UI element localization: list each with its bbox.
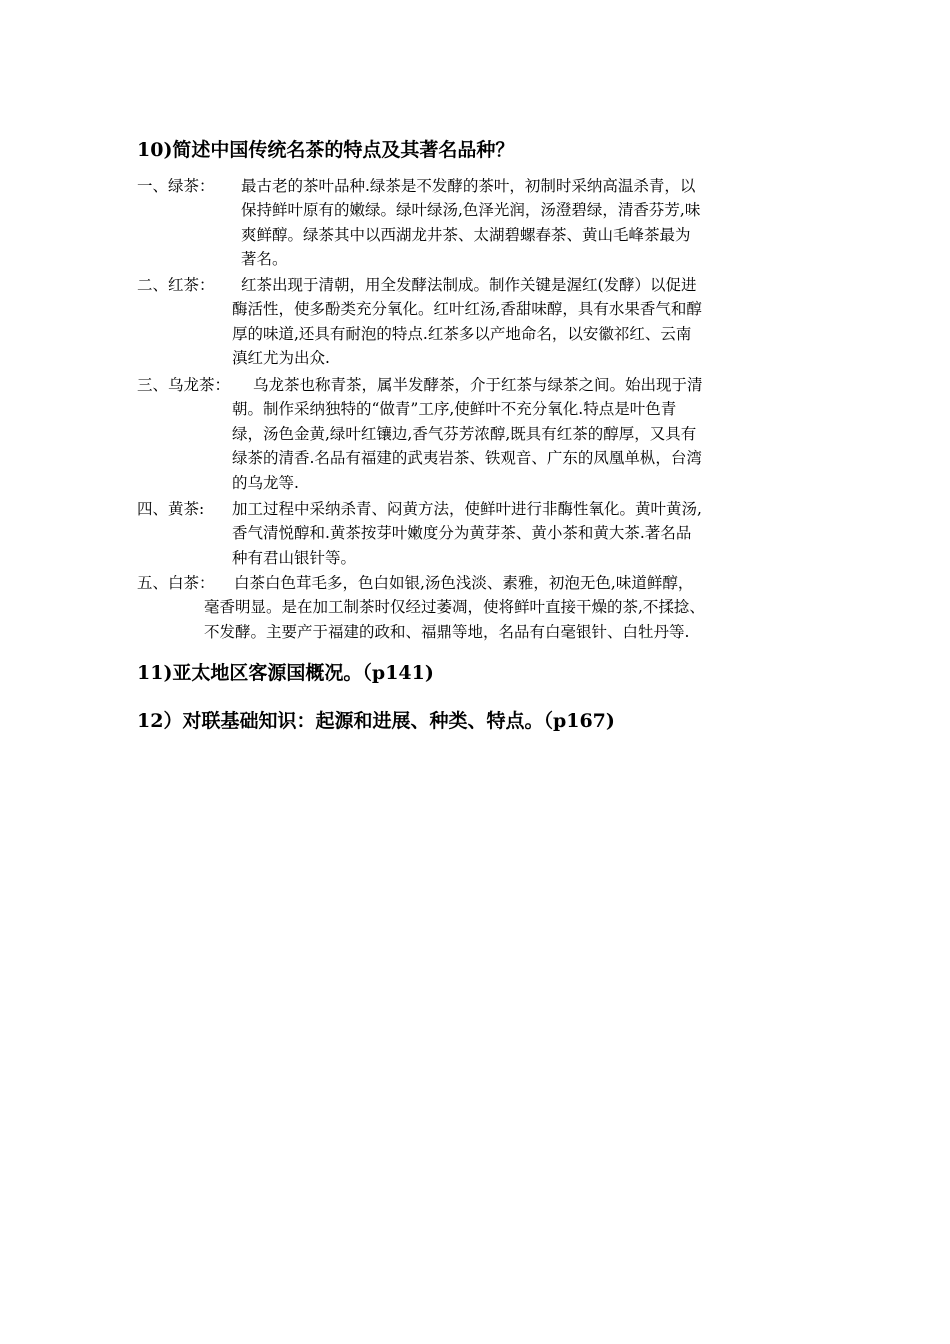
item-line: 不发酵。主要产于福建的政和、福鼎等地，名品有白毫银针、白牡丹等. (204, 622, 690, 641)
item-label: 五、白茶： (137, 574, 215, 592)
item-label: 一、绿茶： (137, 177, 215, 195)
item-line: 爽鲜醇。绿茶其中以西湖龙井茶、太湖碧螺春茶、黄山毛峰茶最为 (241, 225, 691, 244)
item-line: 保持鲜叶原有的嫩绿。绿叶绿汤,色泽光润，汤澄碧绿，清香芬芳,味 (241, 201, 701, 220)
item-text (241, 174, 700, 272)
item-line: 种有君山银针等。 (232, 548, 357, 567)
item-text (232, 373, 703, 495)
item-line: 红茶出现于清朝，用全发酵法制成。制作关键是渥红(发酵）以促进 (241, 276, 697, 294)
item-line: 白茶白色茸毛多，色白如银,汤色浅淡、素雅，初泡无色,味道鲜醇， (234, 574, 694, 592)
item-line: 绿，汤色金黄,绿叶红镶边,香气芬芳浓醇,既具有红茶的醇厚，又具有 (232, 424, 697, 443)
item-label: 三、乌龙茶： (137, 376, 231, 394)
item-line: 朝。制作采纳独特的“做青”工序,使鲜叶不充分氧化.特点是叶色青 (232, 400, 677, 419)
item-line: 加工过程中采纳杀青、闷黄方法，使鲜叶进行非酶性氧化。黄叶黄汤, (232, 500, 702, 518)
item-text (232, 273, 702, 371)
item-line: 著名。 (241, 250, 288, 269)
item-text (204, 571, 705, 644)
item-text (232, 497, 702, 570)
item-line: 毫香明显。是在加工制茶时仅经过萎凋，使将鲜叶直接干燥的茶,不揉捻、 (204, 598, 705, 617)
heading-question-12: 12）对联基础知识：起源和进展、种类、特点。（p167) (137, 710, 615, 732)
item-label: 四、黄茶: (137, 500, 205, 518)
item-line: 厚的味道,还具有耐泡的特点.红茶多以产地命名，以安徽祁红、云南 (232, 324, 692, 343)
heading-question-10: 10)简述中国传统名茶的特点及其著名品种？ (137, 139, 515, 161)
heading-question-11: 11)亚太地区客源国概况。（p141) (137, 662, 434, 684)
item-line: 的乌龙等. (232, 473, 299, 492)
item-line: 绿茶的清香.名品有福建的武夷岩茶、铁观音、广东的凤凰单枞，台湾 (232, 449, 702, 468)
item-line: 酶活性，使多酚类充分氧化。红叶红汤,香甜味醇，具有水果香气和醇 (232, 300, 702, 319)
item-label: 二、红茶： (137, 276, 215, 294)
item-line: 乌龙茶也称青茶，属半发酵茶，介于红茶与绿茶之间。始出现于清 (253, 376, 703, 394)
item-line: 香气清悦醇和.黄茶按芽叶嫩度分为黄芽茶、黄小茶和黄大茶.著名品 (232, 524, 692, 543)
item-line: 最古老的茶叶品种.绿茶是不发酵的茶叶，初制时采纳高温杀青，以 (241, 177, 696, 195)
item-line: 滇红尤为出众. (232, 349, 330, 368)
